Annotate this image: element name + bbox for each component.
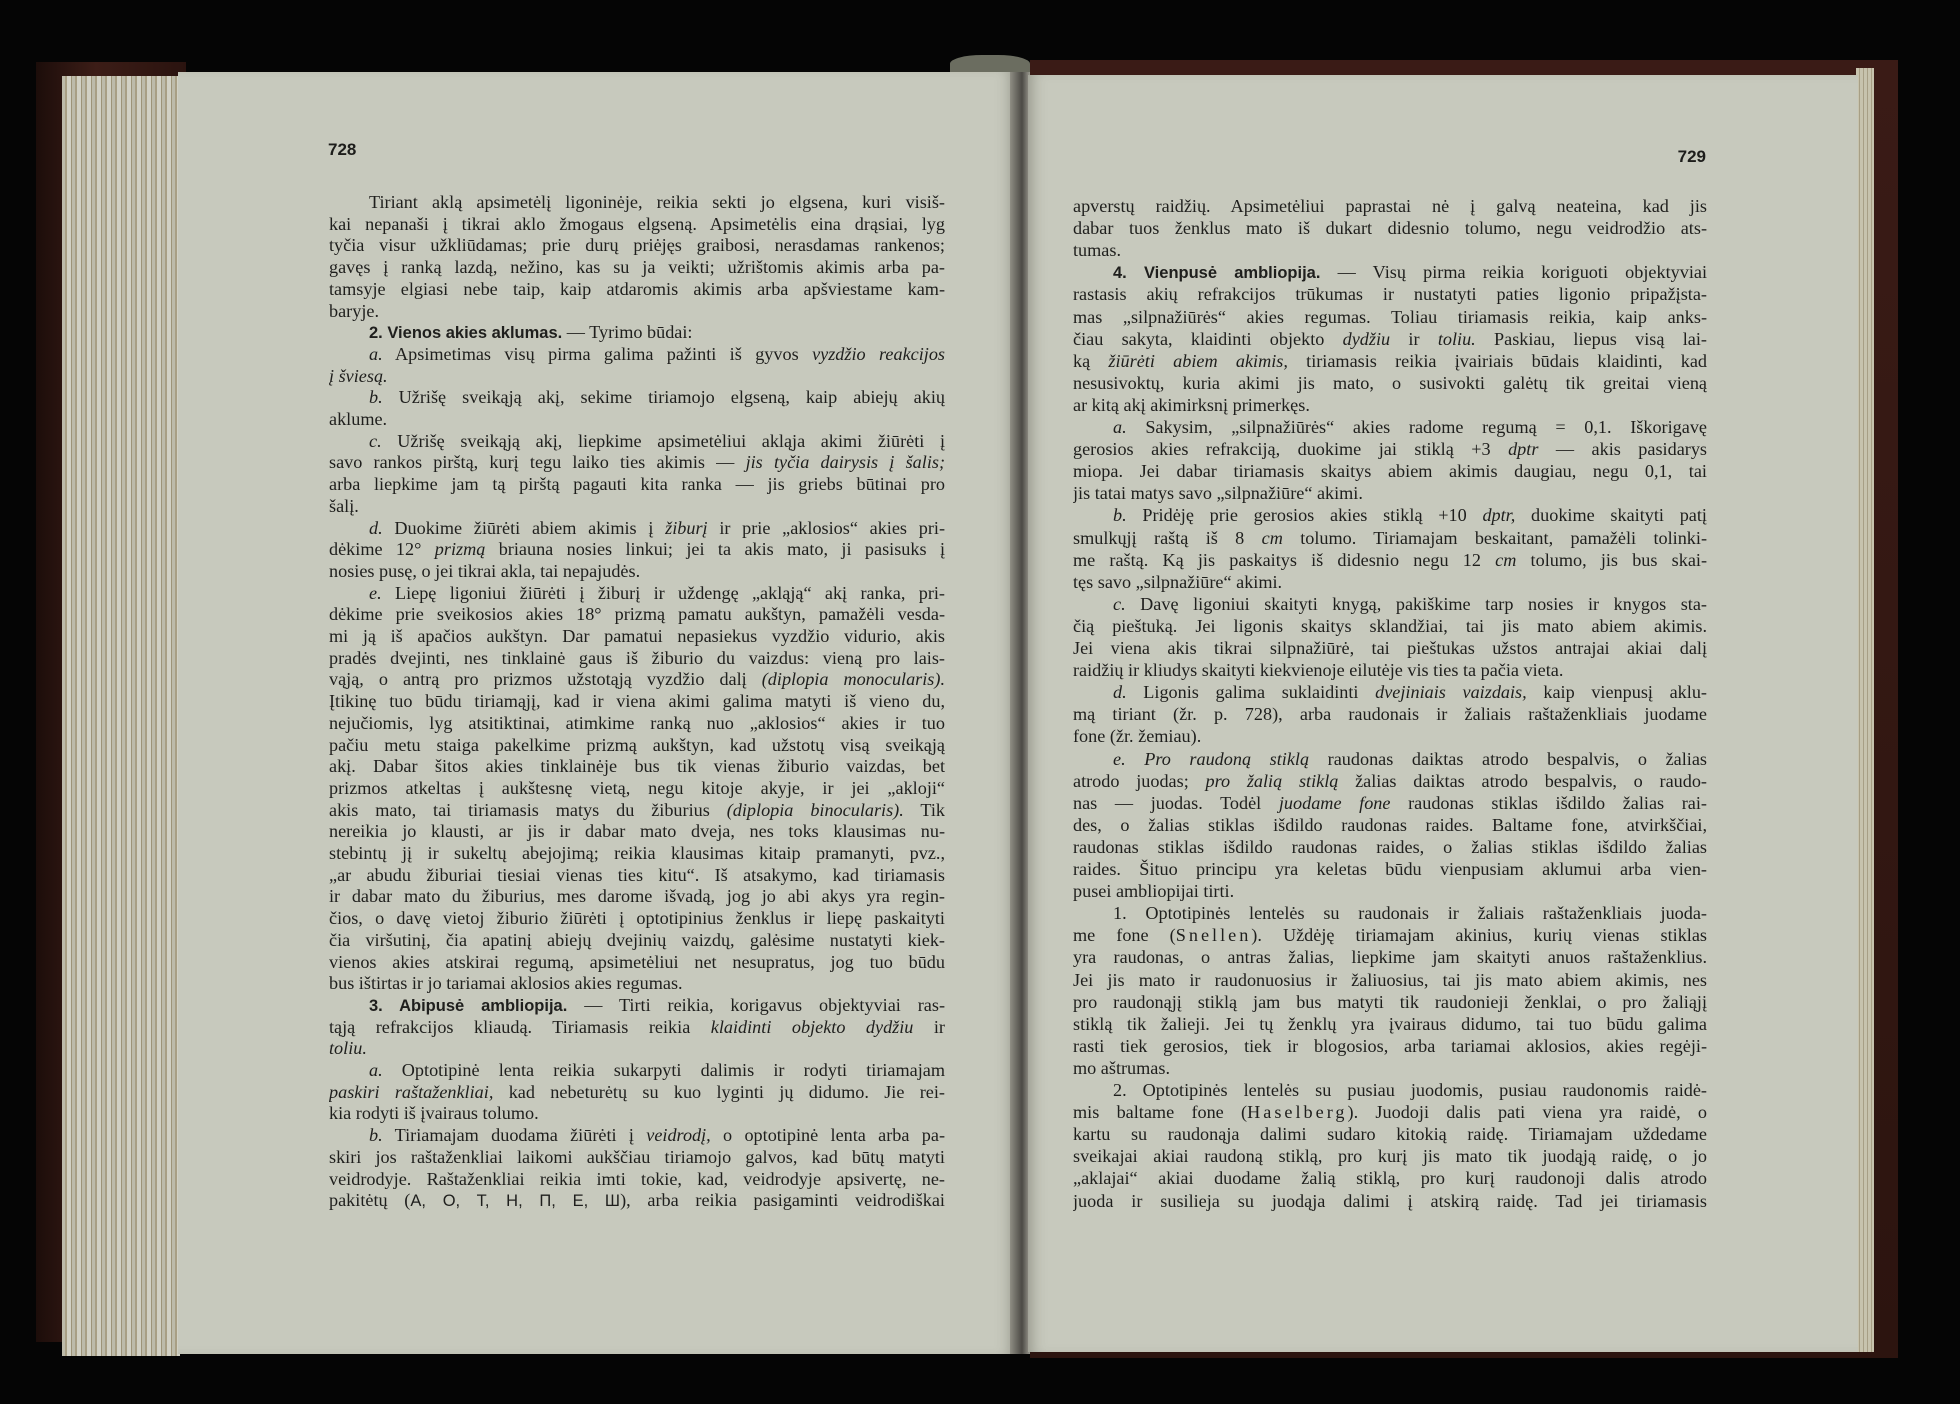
text-segment: rasti tiek gerosios, tiek ir blogosios, arba tariamai aklosios, akies regėji- [1073,1035,1707,1056]
text-segment: ir [913,1016,945,1037]
text-segment: aklume. [329,409,388,429]
text-line [329,407,945,431]
italic-text: b. [369,1125,383,1146]
italic-text: cm [1261,527,1283,548]
text-line [329,385,945,409]
italic-text: prizmą [434,539,486,560]
text-line [329,429,945,453]
text-segment: čią pieštuką. Jei ligonis skaitys sklandžiai, tai jis mato abiem akimis. [1073,615,1707,636]
text-segment: fone (žr. žemiau). [1073,726,1202,747]
text-line [329,884,945,908]
text-line [329,646,945,670]
text-line [329,733,945,757]
text-line [1073,923,1707,947]
text-line [1073,990,1707,1014]
text-line [1073,526,1707,550]
text-segment: Pridėję prie gerosios akies stiklą +10 [1126,505,1483,526]
text-line [1073,1012,1707,1036]
text-segment: tolumo. Tiriamajam beskaitant, pamažėli tolinki- [1282,527,1707,548]
text-segment: „ar abudu žiburiai tiesiai vienas ties kitu“. Iš atsakymo, kad tiriamasis [329,864,945,885]
text-line [1073,1189,1707,1213]
text-line [1073,592,1707,616]
text-segment: žalias daiktas atrodo bespalvis, o raudo- [1338,770,1707,791]
text-segment: Optotipinė lenta reikia sukarpyti dalimis ir rodyti tiriamajam [382,1060,945,1080]
text-line [1073,945,1707,969]
text-line [1073,371,1707,395]
text-line [1073,636,1707,660]
text-segment: akį. Dabar šitos akies tinklainėje bus tik vienas žiburio vaizdas, bet [329,756,945,777]
text-line [329,602,945,626]
text-segment: des, o žalias stiklas išdildo raudonas raides. Baltame fone, atvirkščiai, [1073,814,1707,835]
italic-text: paskiri raštaženkliai, [329,1081,494,1102]
text-line [329,277,945,301]
italic-text: toliu. [1437,328,1476,349]
text-segment: veidrodyje. Raštaženkliai reikia imti tokie, kad, veidrodyje apsivertę, ne- [329,1168,945,1189]
text-segment: A, O, T, H, П, E, Ш [410,1192,621,1211]
text-line [1073,1034,1707,1058]
italic-text: b. [369,387,383,408]
text-line [1073,1122,1707,1146]
italic-text: d. [1113,682,1127,703]
text-segment: akis mato, tai tiriamasis matys du žiburius [329,799,727,820]
text-line [1073,658,1707,682]
text-line [329,950,945,974]
text-segment: jis tatai matys savo „silpnažiūre“ akimi. [1073,483,1363,504]
text-line [329,516,945,540]
text-segment: juoda ir susilieja su juodąja dalimi į atskirą raidę. Tad jei tiriamasis [1073,1190,1707,1211]
section-heading: 2. Vienos akies aklumas. [369,324,563,343]
text-line [329,1123,945,1147]
text-segment: raudonas stiklas išdildo žalias rai- [1390,792,1707,813]
text-line [329,1036,945,1060]
text-line [329,863,945,887]
text-line [1073,724,1707,748]
text-segment: Užrišę sveikąją akį, liepkime apsimetėliui akląja akimi žiūrėti į [381,430,945,451]
text-line [1073,437,1707,461]
text-segment: pakitėtų ( [329,1190,411,1211]
text-line [329,689,945,713]
text-line [1073,327,1707,351]
text-line [329,320,945,344]
text-segment: stebintų jį ir sukeltų abejojimą; reikia klausimas kitaip pramanyti, pvz., [329,843,945,863]
text-line [1073,548,1707,572]
text-line [329,1080,945,1104]
italic-text: c. [369,430,382,451]
text-segment: Užrišę sveikąją akį, sekime tiriamojo elgseną, kaip abiejų akių [382,387,945,408]
text-segment: pro raudonąjį stiklą jam bus matyti tik raudonieji ženklai, o pro žaliąjį [1073,991,1707,1012]
text-segment: tumas. [1073,240,1121,261]
text-segment: tąją refrakcijos kliaudą. Tiriamasis reikia [329,1016,711,1037]
text-segment: ), arba reikia pasigaminti veidrodiškai [620,1190,945,1211]
text-line [329,299,945,323]
text-line [1073,791,1707,815]
book-gutter [1010,72,1030,1354]
text-segment: gerosios akies refrakciją, duokime jai stiklą +3 [1073,439,1509,460]
text-line [1073,260,1707,284]
text-segment: tolumo, jis bus skai- [1516,549,1707,570]
italic-text: klaidinti objekto dydžiu [710,1016,914,1037]
text-line [1073,968,1707,992]
text-segment: rastasis akių refrakcijos trūkumas ir nustatyti paties ligonio pripažįsta- [1073,284,1707,305]
text-segment: Apsimetimas visų pirma galima pažinti iš gyvos [382,343,813,364]
text-segment: nereikia jo klausti, ar jis ir dabar mato dveja, nes toks klausimas nu- [329,821,945,842]
text-segment: ir [1390,328,1438,349]
text-line [1073,194,1707,218]
italic-text: e. Pro raudoną stiklą [1113,748,1310,769]
text-line [329,472,945,496]
text-segment: Snellen [1175,925,1252,946]
text-segment: apverstų raidžių. Apsimetėliui paprastai nė į galvą neateina, kad jis [1073,196,1707,216]
text-segment: kai nepanaši į tikrai aklo žmogaus elgseną. Apsimetėlis eina drąsiai, lyg [329,213,945,234]
text-line [329,494,945,518]
text-segment: atrodo juodas; [1073,770,1206,791]
text-segment: pradės dvejinti, nes tinklainė gaus iš žiburio du vaizdus: vieną pro lais- [329,647,945,668]
italic-text: žiburį [665,517,708,538]
text-segment: ). Juodoji dalis pati viena yra raidė, o [1347,1102,1707,1123]
text-line [329,841,945,865]
text-segment: pačiu metu staiga pakelkime prizmą aukštyn, kad užstotų visą sveikąją [329,734,945,755]
italic-text: dvejiniais vaizdais, [1375,682,1527,703]
italic-text: d. [369,517,383,538]
text-segment: duokime skaityti patį [1515,505,1707,526]
text-segment: Tiriamajam duodama žiūrėti į [382,1125,647,1146]
text-segment: Jei viena akis tikrai silpnažiūrė, tai pieštukas užstos antrajai akiai dalį [1073,638,1707,658]
section-heading: 4. Vienpusė ambliopija. [1113,264,1321,283]
text-segment: Tiriant aklą apsimetėlį ligoninėje, reikia sekti jo elgsena, kuri visiš- [369,192,945,212]
page-number: 729 [1677,147,1706,166]
text-segment: raudonas stiklas išdildo raudonas raides, o žalias stiklas išdildo žalias [1073,836,1707,857]
text-line [1073,570,1707,594]
text-segment: mi ją iš apačios aukštyn. Dar pamatui nepasiekus vyzdžio vidurio, akis [329,626,945,646]
text-segment: — Tirti reikia, korigavus objektyviai ras- [567,994,945,1015]
text-segment: kaip vienpusį aklu- [1526,682,1707,703]
text-segment: ir dabar mato du žiburius, mes darome išvadą, jog jo abi akys yra regin- [329,886,945,907]
text-segment: Paskiau, liepus visą lai- [1475,328,1707,349]
italic-text: žiūrėti abiem akimis, [1108,350,1288,371]
text-line [329,971,945,995]
text-segment: mis baltame fone ( [1073,1102,1248,1123]
italic-text: a. [369,1060,383,1080]
text-segment: — Visų pirma reikia koriguoti objektyviai [1320,262,1707,283]
text-segment: sveikajai akiai raudoną stiklą, pro kurį jis mato tik juodąją raidę, o jo [1073,1146,1707,1167]
text-line [1073,305,1707,329]
text-line [329,212,945,236]
italic-text: pro žalią stiklą [1205,770,1339,791]
text-segment: — akis pasidarys [1538,439,1707,460]
text-line [329,993,945,1017]
text-line [329,255,945,279]
text-line [1073,835,1707,859]
text-segment: — Tyrimo būdai: [562,322,693,343]
text-segment: kad nebeturėtų su kuo lyginti jų didumo. Jie rei- [493,1081,945,1102]
text-segment: 1. Optotipinės lentelės su raudonais ir žaliais raštaženkliais juoda- [1113,903,1707,924]
text-segment: me fone ( [1073,925,1176,946]
text-line [329,928,945,952]
text-line [1073,1166,1707,1190]
text-line [329,364,945,388]
text-segment: savo rankos pirštą, kurį tegu laiko ties akimis — [329,452,746,473]
text-line [329,711,945,735]
text-line [1073,879,1707,903]
text-line [329,798,945,822]
text-segment: raidžių ir kliudys skaityti kiekvienoje eilutėje vis ties ta pačia vieta. [1073,660,1564,681]
text-line [1073,857,1707,881]
text-line [329,1101,945,1125]
text-segment: Sakysim, „silpnažiūrės“ akies radome regumą = 0,1. Iškorigavę [1126,417,1707,437]
text-line [329,581,945,605]
italic-text: į šviesą. [329,365,388,386]
text-segment: „aklajai“ akiai duodame žalią stiklą, pro kurį raudonoji dalis atrodo [1073,1168,1707,1189]
text-segment: nejučiomis, lyg atsitiktinai, atimkime ranką nuo „aklosios“ akies ir tuo [329,712,945,733]
italic-text: cm [1495,549,1517,570]
italic-text: vyzdžio reakcijos [812,343,945,364]
text-segment: mas „silpnažiūrės“ akies regumas. Toliau tiriamasis reikia, kaip anks- [1073,306,1707,327]
text-segment: stiklą tik žalieji. Jei tų ženklų yra įvairaus didumo, tai tuo būdu galima [1073,1013,1707,1034]
text-segment: ką [1073,350,1109,371]
text-segment: tamsyje elgiasi nebe taip, kaip atdaromis akimis arba apšviestame kam- [329,278,945,299]
text-line [1073,1100,1707,1124]
page-edges-right [1856,68,1874,1352]
text-line [329,819,945,843]
text-segment: nosies pusę, o jei tikrai akla, tai nepajudės. [329,560,641,581]
text-segment: Davę ligoniui skaityti knygą, pakiškime tarp nosies ir knygos sta- [1125,593,1707,614]
italic-text: toliu. [329,1038,367,1059]
text-segment: šalį. [329,495,359,516]
text-line [1073,614,1707,638]
text-segment: 2. Optotipinės lentelės su pusiau juodomis, pusiau raudonomis raidė- [1113,1080,1707,1100]
italic-text: c. [1113,593,1126,614]
text-segment: miopa. Jei dabar tiriamasis skaitys abiem akimis daugiau, negu 0,1, tai [1073,461,1707,482]
text-line [1073,769,1707,793]
text-line [329,233,945,257]
text-line [329,537,945,561]
text-line [1073,1078,1707,1102]
text-segment: čia viršutinį, čia apatinį abiejų dvejinių vaizdų, galėsime nustatyti kiek- [329,929,945,950]
text-segment: nas — juodas. Todėl [1073,792,1279,813]
text-line [329,667,945,691]
section-heading: 3. Abipusė ambliopija. [369,996,568,1015]
italic-text: a. [1113,417,1127,437]
text-segment: tęs savo „silpnažiūre“ akimi. [1073,571,1283,592]
italic-text: veidrodį, [646,1125,711,1146]
text-line [329,559,945,583]
text-segment: smulkųjį raštą iš 8 [1073,527,1262,548]
text-line [1073,747,1707,771]
text-segment: tiriamasis reikia įvairiais būdais klaidinti, kad [1287,350,1707,371]
text-line [329,1145,945,1169]
text-segment: Tik [903,799,945,820]
text-line [1073,1144,1707,1168]
text-segment: ). Uždėję tiriamajam akinius, kurių vienas stiklas [1251,925,1707,946]
text-line [1073,901,1707,925]
text-line [1073,459,1707,483]
text-segment: me raštą. Ką jis paskaitys iš didesnio negu 12 [1073,549,1496,570]
text-line [1073,680,1707,704]
text-segment: mo aštrumas. [1073,1057,1170,1078]
text-segment: baryje. [329,300,379,321]
text-line [1073,393,1707,417]
text-line [1073,1056,1707,1080]
text-segment: vienos akies atskirai regumą, apsimetėliui net nesupratus, jog tuo būdu [329,951,945,972]
italic-text: a. [369,343,383,364]
text-line [329,754,945,778]
text-line [329,1058,945,1082]
text-segment: ir prie „aklosios“ akies pri- [707,517,945,538]
text-line [1073,702,1707,726]
text-line [1073,349,1707,373]
text-segment: kia rodyti iš įvairaus tolumo. [329,1103,539,1124]
left-page [178,72,1012,1354]
text-segment: briauna nosies linkui; jei ta akis mato, ji pasisuks į [485,539,945,560]
text-line [329,1167,945,1191]
text-segment: kartu su raudonąja dalimi sudaro kitokią raidę. Tiriamajam uždedame [1073,1124,1707,1145]
text-line [329,624,945,648]
text-line [329,342,945,366]
text-segment: čios, o davę vietoj žiburio žiūrėti į optotipinius ženklus ir liepę paskaityti [329,908,945,929]
text-segment: Ligonis galima suklaidinti [1126,682,1376,703]
text-line [329,1015,945,1039]
text-line [1073,282,1707,306]
text-segment: čiau sakyta, klaidinti objekto [1073,328,1343,349]
text-line [329,776,945,800]
text-line [329,906,945,930]
text-segment: mą tiriant (žr. p. 728), arba raudonais ir žaliais raštaženkliais juodame [1073,704,1707,725]
text-segment: Įtikinę tuo būdu tiriamąjį, kad ir viena akimi galima matyti iš vieno du, [329,691,945,712]
italic-text: dptr [1508,439,1539,460]
text-line [1073,481,1707,505]
text-segment: skiri jos raštaženkliai laikomi aukščiau tiriamojo galvos, kad būtų matyti [329,1146,945,1167]
text-line [1073,813,1707,837]
text-segment: pusei ambliopijai tirti. [1073,881,1235,902]
italic-text: (diplopia monocularis). [761,669,945,690]
text-segment: dėkime 12° [329,539,435,560]
right-page [1028,75,1858,1352]
text-segment: Jei jis mato ir raudonuosius ir žaliuosius, tai jis mato abiem akimis, nes [1073,969,1707,990]
text-line [329,1188,945,1212]
text-segment: prizmos atkeltas į aukštesnę vietą, negu kitoje akyje, ir jei „akloji“ [329,777,945,798]
text-segment: ar kitą akį akimirksnį primerkęs. [1073,394,1310,415]
italic-text: dptr, [1482,505,1516,526]
text-segment: vąją, o antrą pro prizmos užstotąją vyzdžio dalį [329,669,762,690]
text-line [1073,415,1707,439]
text-segment: Duokime žiūrėti abiem akimis į [382,517,666,538]
text-segment: tyčia visur užkliūdamas; prie durų priėjęs graibosi, nerasdamas rankenos; [329,235,945,256]
italic-text: (diplopia binocularis). [726,799,904,820]
text-line [1073,216,1707,240]
text-segment: dėkime prie sveikosios akies 18° prizmą pamatu aukštyn, pamažėli vesda- [329,604,945,625]
text-line [329,450,945,474]
text-segment: Haselberg [1247,1102,1348,1123]
text-line [1073,238,1707,262]
italic-text: dydžiu [1342,328,1391,349]
page-edges-left [62,76,180,1356]
italic-text: b. [1113,505,1127,526]
text-segment: gavęs į ranką lazdą, nežino, kas su ja veikti; užrištomis akimis arba pa- [329,257,945,278]
text-segment: o optotipinė lenta arba pa- [710,1125,945,1146]
italic-text: e. [369,582,382,603]
text-segment: raudonas daiktas atrodo bespalvis, o žalias [1309,748,1707,769]
text-line [329,190,945,214]
page-number: 728 [328,140,357,159]
italic-text: jis tyčia dairysis į šalis; [745,452,945,473]
text-segment: arba liepkime jam tą pirštą pagauti kita ranka — jis griebs būtinai pro [329,474,945,495]
text-line [1073,503,1707,527]
text-segment: bus ištirtas ir jo tariamai aklosios akies regumas. [329,973,683,994]
text-segment: yra raudonas, o antras žalias, liepkime jam skaityti anuos raštaženklius. [1073,947,1707,968]
text-segment: raides. Šituo principu yra keletas būdu vienpusiam aklumui arba vien- [1073,859,1707,879]
text-segment: dabar tuos ženklus mato iš dukart didesnio tolumo, negu veidrodžio ats- [1073,218,1707,239]
text-segment: Liepę ligoniui žiūrėti į žiburį ir uždengę „akląją“ akį ranka, pri- [381,582,945,603]
text-segment: nesusivoktų, kuria akimi jis mato, o susivokti galėtų tik greitai vieną [1073,372,1707,393]
italic-text: juodame fone [1278,792,1391,813]
